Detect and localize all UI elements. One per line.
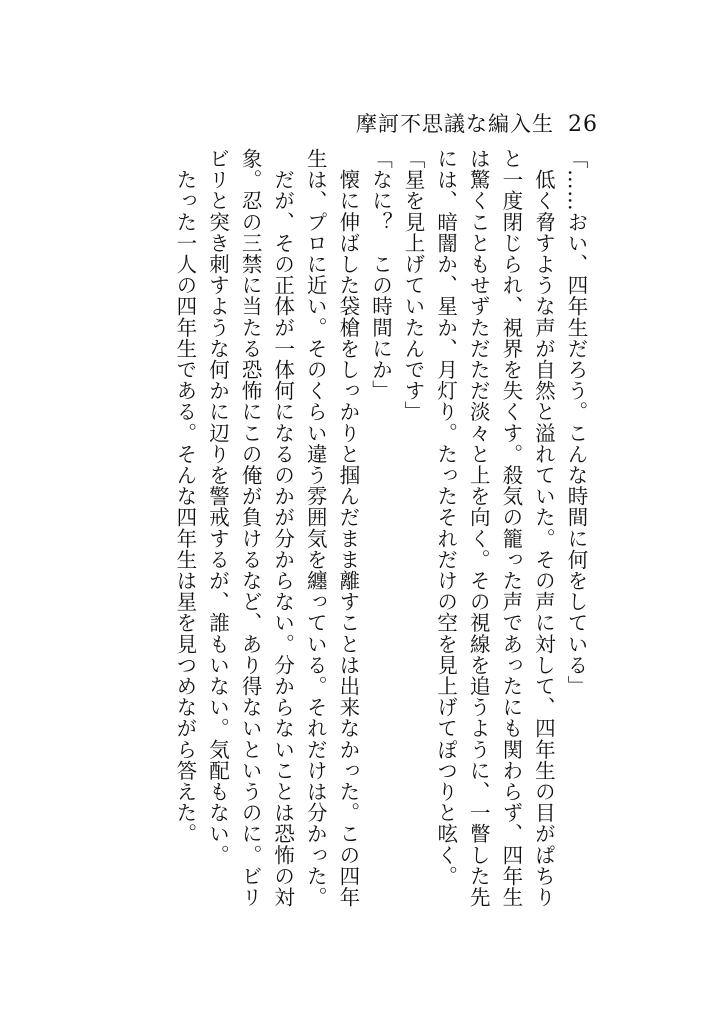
text-line: 「……おい、四年生だろう。こんな時間に何をしている」: [564, 148, 588, 697]
page-number: 26: [568, 112, 598, 137]
text-line: は驚くこともせずただただ淡々と上を向く。その視線を追うように、一瞥した先: [466, 148, 491, 908]
text-line: 低く脅すような声が自然と溢れていた。その声に対して、四年生の目がぱちり: [531, 148, 556, 908]
text-line: 懐に伸ばした袋槍をしっかりと掴んだまま離すことは出来なかった。この四年: [335, 148, 360, 908]
book-title: 摩訶不思議な編入生: [356, 112, 554, 136]
text-line: 象。忍の三禁に当たる恐怖にこの俺が負けるなど、あり得ないというのに。ビリ: [238, 148, 263, 908]
text-line: ビリと突き刺すような何かに辺りを警戒するが、誰もいない。気配もない。: [205, 148, 230, 866]
text-line: だが、その正体が一体何になるのかが分からない。分からないことは恐怖の対: [270, 148, 295, 908]
text-line: 「星を見上げていたんです」: [401, 148, 426, 423]
text-line: たった一人の四年生である。そんな四年生は星を見つめながら答えた。: [172, 148, 197, 845]
running-header: [356, 108, 598, 138]
text-line: には、暗闇か、星か、月灯り。たったそれだけの空を見上げてぽつりと呟く。: [433, 148, 458, 887]
text-line: 生は、プロに近い。そのくらい違う雰囲気を纏っている。それだけは分かった。: [303, 148, 328, 908]
text-line: と一度閉じられ、視界を失くす。殺気の籠った声であったにも関わらず、四年生: [498, 148, 523, 908]
text-line: 「なに？ この時間にか」: [368, 148, 393, 402]
vertical-body-text: [168, 148, 592, 908]
